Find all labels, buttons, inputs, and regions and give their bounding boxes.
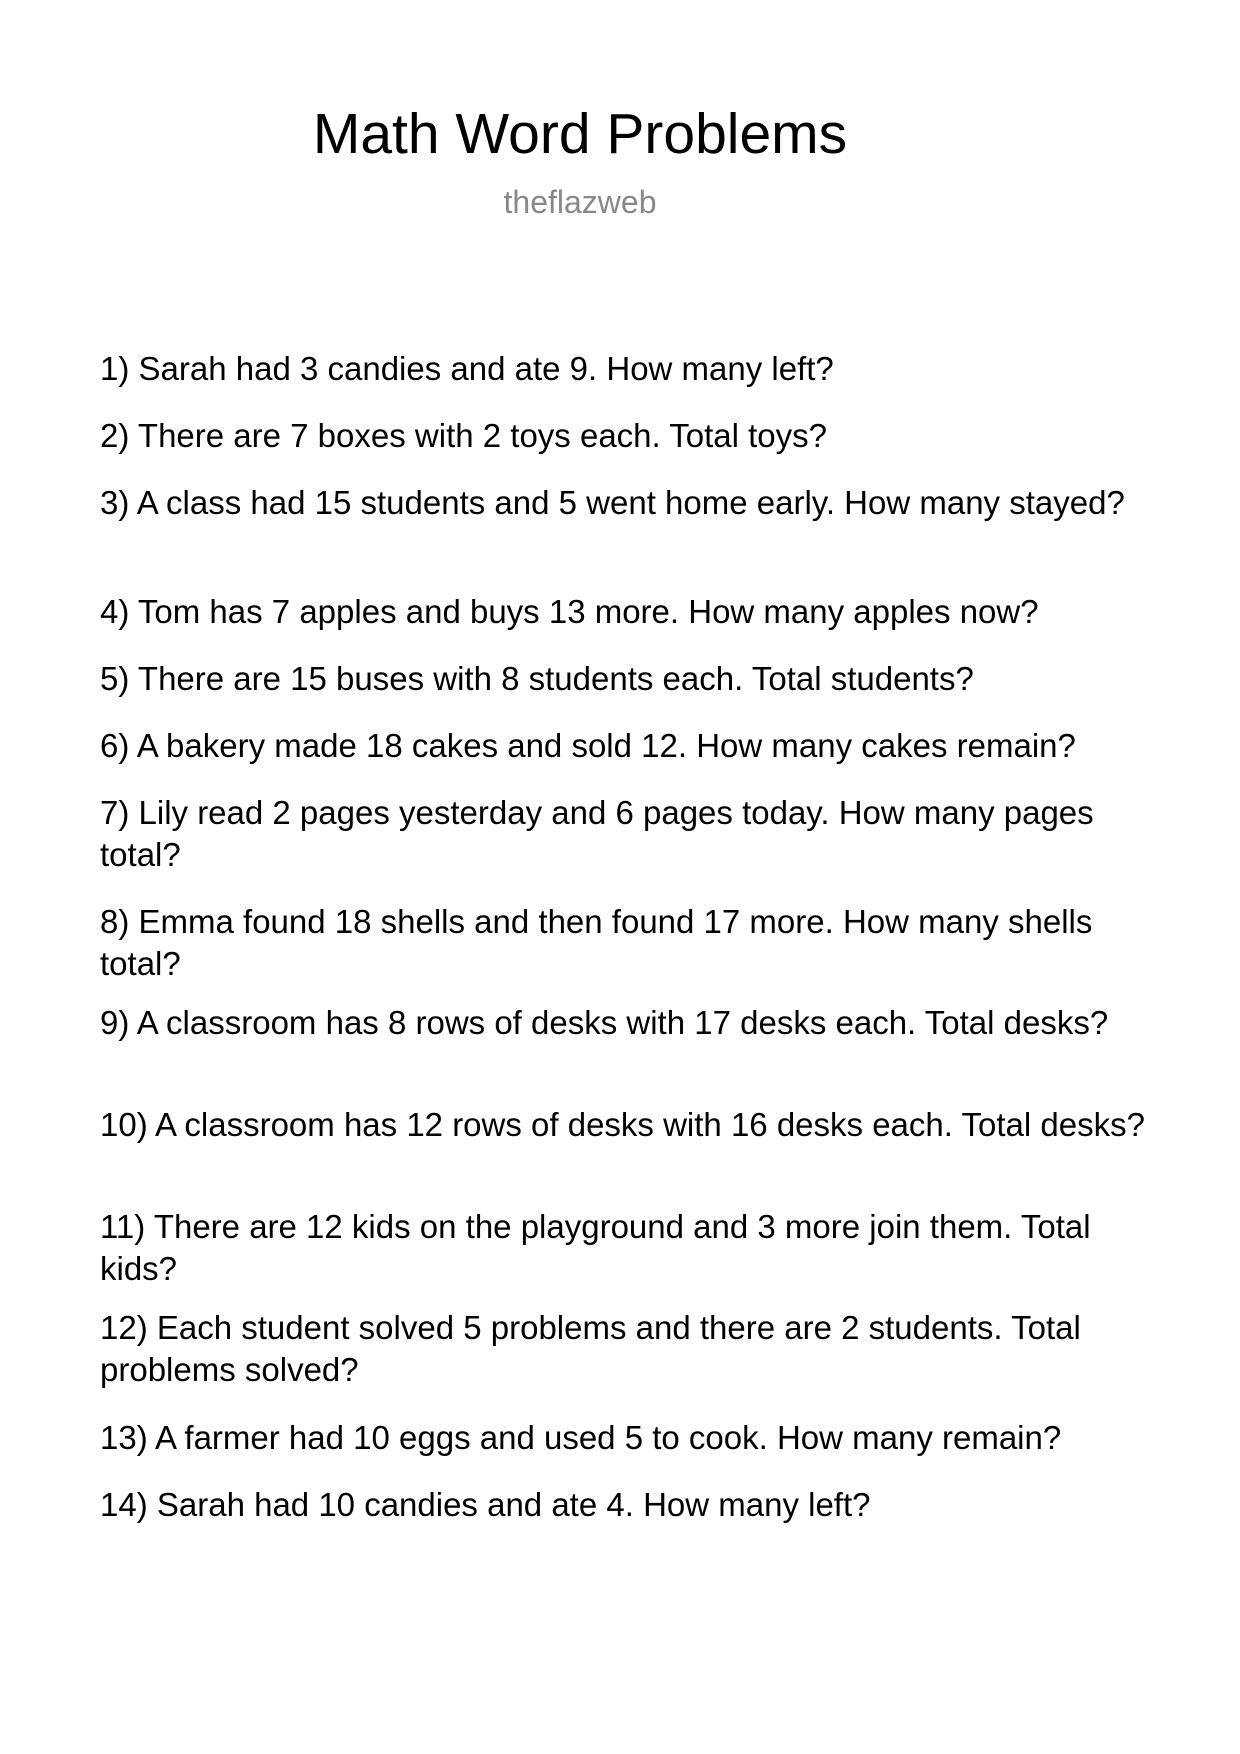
problem-item: 3) A class had 15 students and 5 went home early. How many stayed? <box>100 484 1125 521</box>
problem-item: 5) There are 15 buses with 8 students each. Total students? <box>100 660 974 697</box>
page-title: Math Word Problems <box>312 102 848 166</box>
problem-item: 12) Each student solved 5 problems and there are 2 students. Total problems solved? <box>100 1309 1081 1388</box>
problem-item: 8) Emma found 18 shells and then found 17 more. How many shells total? <box>100 903 1093 982</box>
problem-item: 13) A farmer had 10 eggs and used 5 to cook. How many remain? <box>100 1419 1062 1456</box>
problem-item: 1) Sarah had 3 candies and ate 9. How many left? <box>100 350 834 387</box>
problem-item: 6) A bakery made 18 cakes and sold 12. How many cakes remain? <box>100 727 1076 764</box>
problem-item: 14) Sarah had 10 candies and ate 4. How many left? <box>100 1486 871 1523</box>
problem-item: 2) There are 7 boxes with 2 toys each. Total toys? <box>100 417 828 454</box>
problem-item: 7) Lily read 2 pages yesterday and 6 pages today. How many pages total? <box>100 794 1094 873</box>
problem-item: 11) There are 12 kids on the playground and 3 more join them. Total kids? <box>100 1208 1091 1287</box>
problem-item: 4) Tom has 7 apples and buys 13 more. How many apples now? <box>100 593 1039 630</box>
problem-item: 10) A classroom has 12 rows of desks with 16 desks each. Total desks? <box>100 1106 1145 1143</box>
page-subtitle: theflazweb <box>503 184 657 220</box>
problem-item: 9) A classroom has 8 rows of desks with 17 desks each. Total desks? <box>100 1004 1109 1041</box>
